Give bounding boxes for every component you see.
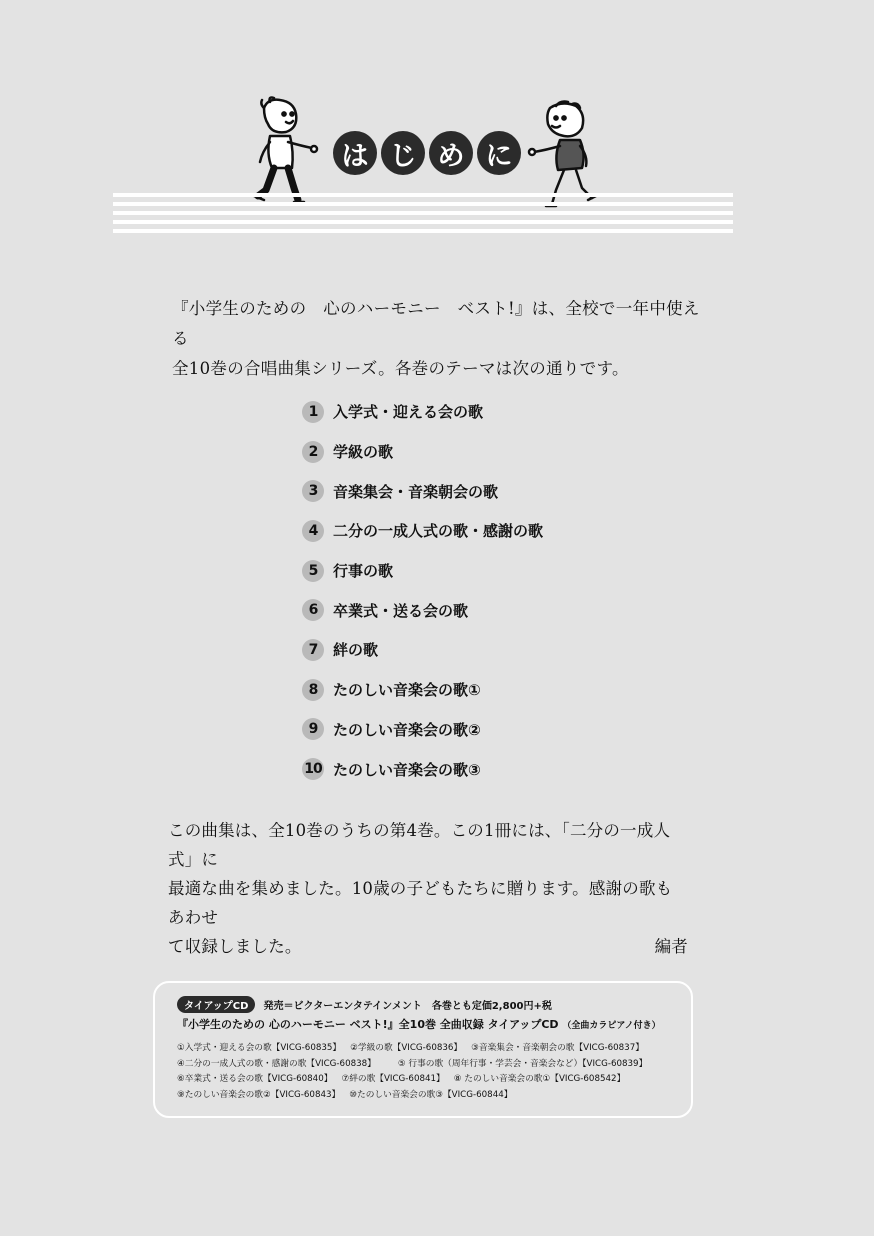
title-char-badge: に: [477, 131, 521, 175]
cd-release-info: 発売＝ビクターエンタテインメント 各巻とも定価2,800円+税: [263, 1000, 552, 1012]
tie-up-cd-info-box: [153, 981, 693, 1118]
title-char-badge: は: [333, 131, 377, 175]
volume-list: [302, 392, 722, 789]
cd-track-row: [177, 1072, 673, 1088]
cd-series-title: 『小学生のための 心のハーモニー ベスト!』全10巻 全曲収録 タイアップCD: [177, 1018, 559, 1031]
cd-track: ⑤ 行事の歌（周年行事・学芸会・音楽会など）【VICG-60839】: [397, 1058, 648, 1069]
volume-title: 二分の一成人式の歌・感謝の歌: [333, 522, 544, 541]
cd-track: ⑧ たのしい音楽会の歌①【VICG-608542】: [453, 1074, 626, 1084]
closing-line: 最適な曲を集めました。10歳の子どもたちに贈ります。感謝の歌もあわせ: [168, 879, 673, 927]
closing-line: この曲集は、全10巻のうちの第4巻。この1冊には、「二分の一成人式」に: [168, 821, 671, 869]
intro-line: 全10巻の合唱曲集シリーズ。各巻のテーマは次の通りです。: [172, 359, 629, 378]
list-item: [302, 392, 722, 432]
volume-title: たのしい音楽会の歌①: [333, 681, 481, 700]
cd-track-list: [177, 1041, 673, 1103]
volume-number-badge: 8: [302, 679, 324, 701]
cd-track: ⑨たのしい音楽会の歌②【VICG-60843】: [177, 1089, 341, 1100]
volume-number-badge: 9: [302, 718, 324, 740]
volume-title: 行事の歌: [333, 562, 394, 581]
music-staff-lines: [113, 193, 733, 233]
cd-track: ③音楽集会・音楽朝会の歌【VICG-60837】: [471, 1043, 644, 1053]
cd-track-row: [177, 1041, 673, 1057]
volume-number-badge: 3: [302, 480, 324, 502]
cd-track: ⑩たのしい音楽会の歌③【VICG-60844】: [349, 1089, 513, 1100]
intro-line: 『小学生のための 心のハーモニー ベスト!』は、全校で一年中使える: [172, 299, 700, 348]
list-item: [302, 749, 722, 789]
cd-series-line: [177, 1016, 673, 1032]
volume-title: 絆の歌: [333, 641, 379, 660]
cd-tag-badge: タイアップCD: [177, 996, 255, 1013]
list-item: [302, 551, 722, 591]
list-item: [302, 471, 722, 511]
list-item: [302, 670, 722, 710]
volume-number-badge: 4: [302, 520, 324, 542]
volume-title: 学級の歌: [333, 443, 394, 462]
list-item: [302, 590, 722, 630]
title-char-badge: じ: [381, 131, 425, 175]
cd-track: ④二分の一成人式の歌・感謝の歌【VICG-60838】: [177, 1058, 376, 1069]
cd-track: ⑦絆の歌【VICG-60841】: [341, 1074, 445, 1084]
closing-line: て収録しました。: [168, 937, 302, 956]
volume-number-badge: 10: [302, 758, 324, 780]
volume-title: たのしい音楽会の歌③: [333, 760, 481, 779]
page-header: [0, 0, 874, 240]
list-item: [302, 710, 722, 750]
list-item: [302, 511, 722, 551]
list-item: [302, 432, 722, 472]
cd-track-row: [177, 1057, 673, 1073]
volume-number-badge: 1: [302, 401, 324, 423]
volume-number-badge: 5: [302, 560, 324, 582]
page-title: [333, 131, 521, 175]
volume-number-badge: 2: [302, 441, 324, 463]
volume-title: たのしい音楽会の歌②: [333, 720, 481, 739]
cd-header: [177, 995, 673, 1013]
closing-paragraph: [168, 816, 688, 961]
child-walking-illustration-left: [246, 96, 322, 208]
volume-title: 音楽集会・音楽朝会の歌: [333, 482, 499, 501]
cd-series-note: （全曲カラピアノ付き）: [562, 1021, 661, 1031]
cd-track: ②学級の歌【VICG-60836】: [350, 1043, 463, 1053]
list-item: [302, 630, 722, 670]
intro-paragraph: [172, 294, 702, 384]
cd-track: ①入学式・迎える会の歌【VICG-60835】: [177, 1043, 342, 1053]
volume-number-badge: 7: [302, 639, 324, 661]
cd-track-row: [177, 1088, 673, 1104]
volume-title: 入学式・迎える会の歌: [333, 403, 484, 422]
volume-title: 卒業式・送る会の歌: [333, 601, 469, 620]
cd-track: ⑥卒業式・送る会の歌【VICG-60840】: [177, 1074, 333, 1084]
title-char-badge: め: [429, 131, 473, 175]
author-signature: 編者: [654, 937, 688, 956]
volume-number-badge: 6: [302, 599, 324, 621]
